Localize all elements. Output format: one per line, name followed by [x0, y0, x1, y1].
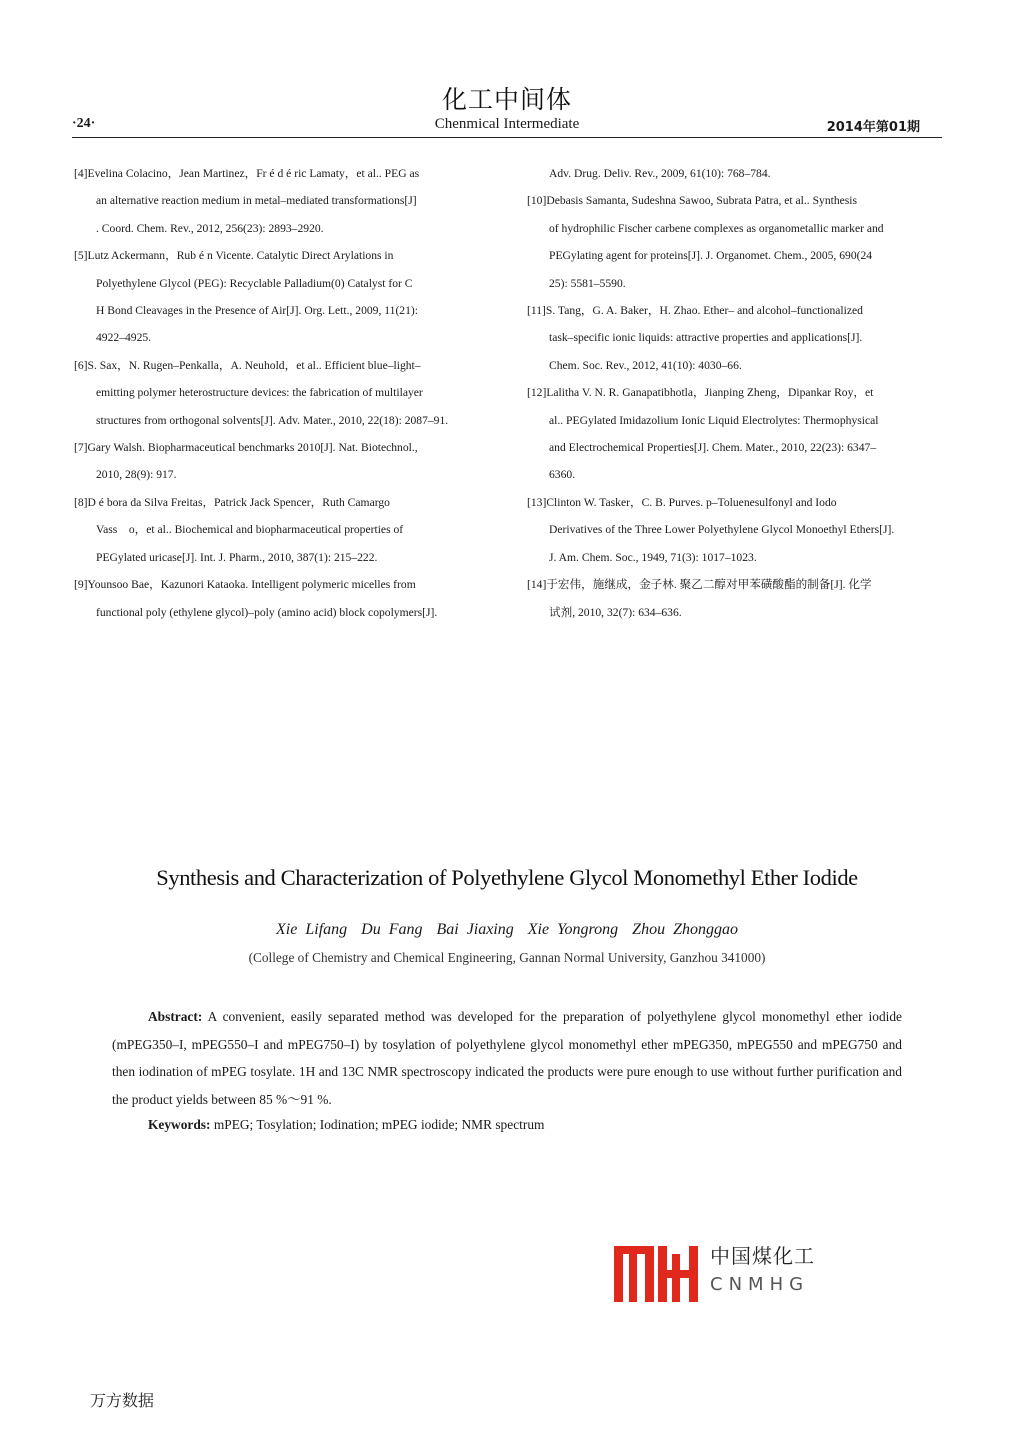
wanfang-watermark: 万方数据 — [90, 1391, 155, 1410]
reference-line: emitting polymer heterostructure devices: the fabrication of multilayer — [96, 386, 423, 400]
abstract-text: A convenient, easily separated method was developed for the preparation of polyethylene glycol monomethyl ether iodide (mPEG350–I, mPEG550–I and mPEG750–I) by tosylation of polyethylene glycol monomethyl ether mPEG350, mPEG550 and mPEG750 and then iodination of mPEG tosylate. 1H and 13C NMR spectroscopy indicated the products were pure enough to use without further purification and the product yields between 85 %～91 %. — [112, 1009, 902, 1107]
reference-entry: [7]Gary Walsh. Biopharmaceutical benchmarks 2010[J]. Nat. Biotechnol., — [74, 441, 418, 455]
reference-line: 6360. — [549, 468, 576, 482]
reference-line: task–specific ionic liquids: attractive properties and applications[J]. — [549, 331, 863, 345]
reference-line: Derivatives of the Three Lower Polyethylene Glycol Monoethyl Ethers[J]. — [549, 523, 895, 537]
reference-line: Polyethylene Glycol (PEG): Recyclable Palladium(0) Catalyst for C — [96, 276, 413, 290]
reference-line: PEGylating agent for proteins[J]. J. Organomet. Chem., 2005, 690(24 — [549, 249, 873, 263]
reference-line: structures from orthogonal solvents[J]. Adv. Mater., 2010, 22(18): 2087–91. — [96, 413, 449, 427]
author-name: Zhou Zhonggao — [632, 921, 738, 938]
reference-line: 试剂, 2010, 32(7): 634–636. — [549, 605, 682, 619]
author-name: Xie Yongrong — [527, 921, 619, 938]
header-rule — [72, 137, 942, 138]
affiliation: (College of Chemistry and Chemical Engineering, Gannan Normal University, Ganzhou 341000) — [248, 950, 766, 965]
reference-entry: [12]Lalitha V. N. R. Ganapatibhotla，Jianping Zheng，Dipankar Roy，et — [527, 386, 874, 400]
reference-entry: [4]Evelina Colacino，Jean Martinez，Fr é d é ric Lamaty，et al.. PEG as — [74, 167, 420, 180]
article-title: Synthesis and Characterization of Polyethylene Glycol Monomethyl Ether Iodide — [156, 865, 858, 890]
reference-line: of hydrophilic Fischer carbene complexes as organometallic marker and — [549, 221, 884, 235]
abstract-label: Abstract: — [148, 1009, 203, 1024]
running-header — [72, 116, 942, 136]
reference-entry: [9]Younsoo Bae，Kazunori Kataoka. Intelligent polymeric micelles from — [74, 578, 416, 592]
author-name: Xie Lifang — [276, 921, 348, 938]
author-list — [0, 921, 1014, 939]
reference-line: Chem. Soc. Rev., 2012, 41(10): 4030–66. — [549, 358, 742, 372]
reference-entry: [14]于宏伟，施继成，金子林. 聚乙二醇对甲苯磺酸酯的制备[J]. 化学 — [527, 578, 872, 592]
issue-label: 2014年第01期 — [826, 120, 920, 135]
logo-text-en: CNMHG — [710, 1274, 810, 1295]
reference-line: an alternative reaction medium in metal–mediated transformations[J] — [96, 194, 417, 208]
reference-line: al.. PEGylated Imidazolium Ionic Liquid Electrolytes: Thermophysical — [549, 413, 879, 427]
cnmhg-logo — [614, 1240, 824, 1304]
reference-entry: [6]S. Sax，N. Rugen–Penkalla，A. Neuhold，et al.. Efficient blue–light– — [74, 358, 421, 372]
reference-line: H Bond Cleavages in the Presence of Air[J]. Org. Lett., 2009, 11(21): — [96, 304, 418, 318]
journal-title-en: Chenmical Intermediate — [434, 116, 580, 132]
reference-line: Vass o，et al.. Biochemical and biopharmaceutical properties of — [96, 523, 404, 537]
cnmhg-logo-icon — [614, 1240, 700, 1304]
abstract — [112, 1003, 902, 1113]
references-left-column — [74, 160, 494, 626]
author-name: Du Fang — [361, 921, 423, 938]
reference-line: and Electrochemical Properties[J]. Chem. Mater., 2010, 22(23): 6347– — [549, 441, 877, 455]
reference-line: J. Am. Chem. Soc., 1949, 71(3): 1017–1023. — [549, 550, 757, 564]
reference-entry: [8]D é bora da Silva Freitas，Patrick Jack Spencer，Ruth Camargo — [74, 495, 390, 509]
reference-entry: [10]Debasis Samanta, Sudeshna Sawoo, Subrata Patra, et al.. Synthesis — [527, 194, 858, 208]
reference-line: 4922–4925. — [96, 331, 152, 345]
reference-line: PEGylated uricase[J]. Int. J. Pharm., 2010, 387(1): 215–222. — [96, 550, 378, 564]
references-right-column — [527, 160, 947, 626]
keywords — [148, 1117, 544, 1133]
logo-text-cn: 中国煤化工 — [710, 1244, 815, 1268]
reference-entry: Adv. Drug. Deliv. Rev., 2009, 61(10): 768–784. — [549, 167, 771, 180]
reference-line: 2010, 28(9): 917. — [96, 468, 177, 482]
page-number: ·24· — [72, 116, 96, 131]
reference-entry: [11]S. Tang，G. A. Baker，H. Zhao. Ether– and alcohol–functionalized — [527, 304, 863, 318]
reference-line: 25): 5581–5590. — [549, 276, 626, 290]
reference-entry: [13]Clinton W. Tasker，C. B. Purves. p–Toluenesulfonyl and Iodo — [527, 495, 837, 509]
keywords-label: Keywords: — [148, 1117, 211, 1132]
keywords-text: mPEG; Tosylation; Iodination; mPEG iodide; NMR spectrum — [210, 1117, 545, 1132]
author-name: Bai Jiaxing — [436, 921, 514, 938]
journal-title-cn: 化工中间体 — [441, 85, 572, 114]
reference-entry: [5]Lutz Ackermann，Rub é n Vicente. Catalytic Direct Arylations in — [74, 249, 394, 263]
reference-line: . Coord. Chem. Rev., 2012, 256(23): 2893–2920. — [96, 221, 324, 235]
reference-line: functional poly (ethylene glycol)–poly (amino acid) block copolymers[J]. — [96, 605, 438, 619]
